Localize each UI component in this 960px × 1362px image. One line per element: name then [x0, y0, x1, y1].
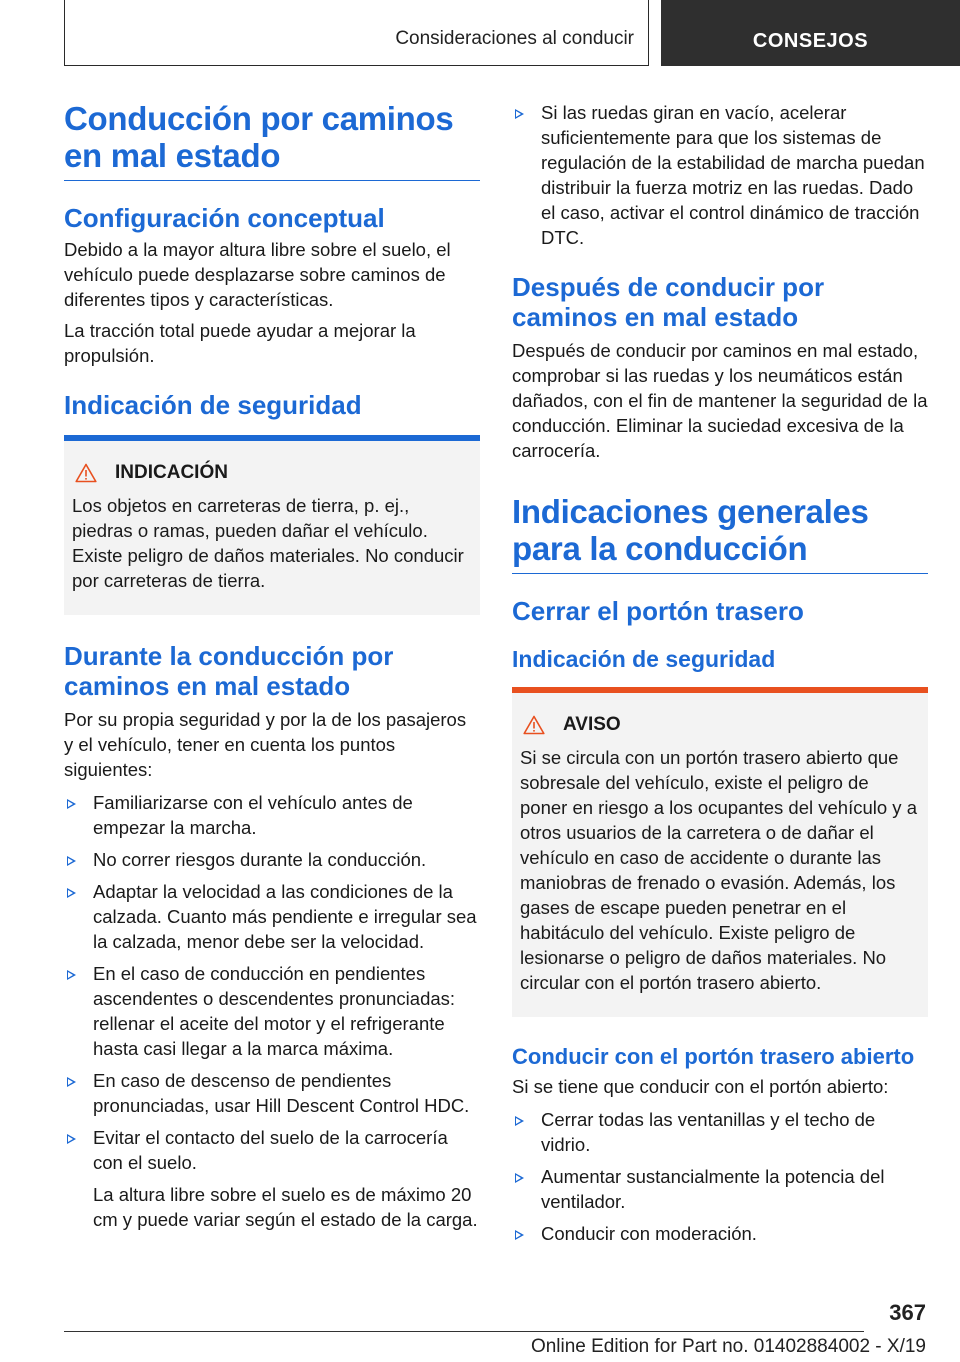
- heading-concept: Configuración conceptual: [64, 203, 385, 233]
- warning-label: AVISO: [563, 714, 621, 735]
- list-item: Si las ruedas giran en vacío, acelerar suficientemente para que los sistemas de regulación de la estabilidad de marcha puedan distribuir la fuerza motriz en las ruedas. Dado el caso, activar el control dinámico de tracción DTC.: [512, 100, 928, 250]
- list-item: Conducir con moderación.: [512, 1221, 928, 1246]
- heading-drive-open-tailgate: Conducir con el portón trasero abierto: [512, 1044, 915, 1069]
- paragraph-concept-1: Debido a la mayor altura libre sobre el suelo, el vehículo puede desplazarse sobre caminos de diferentes tipos y características.: [64, 239, 451, 310]
- heading-general-driving: Indicaciones generales para la conducción: [512, 493, 928, 574]
- warning-box: [512, 687, 928, 1017]
- warning-text: Si se circula con un portón trasero abierto que sobresale del vehículo, existe el peligro de poner en riesgo a los ocupantes del vehículo y a otros usuarios de la carretera o de dañar el vehículo en caso de accidente o durante las maniobras de frenado o evasión. Además, los gases de escape pueden penetrar en el habitáculo del vehículo. Existe peligro de lesionarse o peligro de daños materiales. No circular con el portón trasero abierto.: [520, 747, 917, 993]
- triangle-bullet-icon: [67, 1134, 76, 1144]
- list-open-tailgate: [512, 1107, 928, 1246]
- warning-triangle-icon: [523, 715, 545, 735]
- list-item: Familiarizarse con el vehículo antes de empezar la marcha.: [64, 790, 480, 840]
- left-column: [64, 100, 480, 1239]
- list-item: En el caso de conducción en pendientes ascendentes o descendentes pronunciadas: rellenar el aceite del motor y el refrigerante hasta casi llegar a la marca máxima.: [64, 961, 480, 1061]
- notice-text: Los objetos en carreteras de tierra, p. ej., piedras o ramas, pueden dañar el vehículo. Existe peligro de daños materiales. No conducir por carreteras de tierra.: [72, 495, 464, 591]
- triangle-bullet-icon: [515, 1230, 524, 1240]
- list-during: [64, 790, 480, 1232]
- warning-header: [520, 713, 920, 737]
- paragraph-open-tailgate: Si se tiene que conducir con el portón abierto:: [512, 1076, 889, 1097]
- notice-label: INDICACIÓN: [115, 462, 228, 483]
- list-item: Aumentar sustancialmente la potencia del ventilador.: [512, 1164, 928, 1214]
- warning-triangle-icon: [75, 463, 97, 483]
- heading-tailgate-safety: Indicación de seguridad: [512, 646, 776, 672]
- page-number: 367: [889, 1300, 926, 1325]
- list-continued: [512, 100, 928, 250]
- heading-rough-roads: Conducción por caminos en mal estado: [64, 100, 480, 181]
- triangle-bullet-icon: [515, 1116, 524, 1126]
- footer-edition: Online Edition for Part no. 01402884002 - X/19: [530, 1336, 926, 1357]
- heading-close-tailgate: Cerrar el portón trasero: [512, 596, 804, 626]
- heading-safety: Indicación de seguridad: [64, 390, 362, 420]
- header-section-title: Consideraciones al conducir: [395, 28, 634, 49]
- notice-header: [72, 461, 472, 485]
- triangle-bullet-icon: [67, 888, 76, 898]
- notice-box: [64, 435, 480, 615]
- triangle-bullet-icon: [515, 109, 524, 119]
- list-item: Adaptar la velocidad a las condiciones de la calzada. Cuanto más pendiente e irregular sea la calzada, menor debe ser la velocidad.: [64, 879, 480, 954]
- paragraph-after: Después de conducir por caminos en mal estado, comprobar si las ruedas y los neumáticos están dañados, con el fin de mantener la seguridad de la conducción. Eliminar la suciedad excesiva de la carrocería.: [512, 340, 928, 461]
- triangle-bullet-icon: [67, 856, 76, 866]
- paragraph-during: Por su propia seguridad y por la de los pasajeros y el vehículo, tener en cuenta los puntos siguientes:: [64, 709, 467, 780]
- right-column: [512, 100, 928, 1253]
- list-item: No correr riesgos durante la conducción.: [64, 847, 480, 872]
- list-item: Evitar el contacto del suelo de la carrocería con el suelo. La altura libre sobre el suelo es de máximo 20 cm y puede variar según el estado de la carga.: [64, 1125, 480, 1232]
- paragraph-concept-2: La tracción total puede ayudar a mejorar la propulsión.: [64, 320, 416, 366]
- list-item: Cerrar todas las ventanillas y el techo de vidrio.: [512, 1107, 928, 1157]
- list-item-subparagraph: La altura libre sobre el suelo es de máximo 20 cm y puede variar según el estado de la carga.: [93, 1184, 478, 1230]
- triangle-bullet-icon: [67, 970, 76, 980]
- list-item: En caso de descenso de pendientes pronunciadas, usar Hill Descent Control HDC.: [64, 1068, 480, 1118]
- header-chapter-title: CONSEJOS: [752, 30, 869, 52]
- header-chapter-tab: [661, 0, 960, 66]
- heading-during-driving: Durante la conducción por caminos en mal estado: [64, 641, 394, 701]
- header-section-box: [64, 0, 649, 66]
- heading-after-driving: Después de conducir por caminos en mal estado: [512, 272, 825, 332]
- triangle-bullet-icon: [515, 1173, 524, 1183]
- triangle-bullet-icon: [67, 1077, 76, 1087]
- footer-divider: [64, 1331, 864, 1332]
- triangle-bullet-icon: [67, 799, 76, 809]
